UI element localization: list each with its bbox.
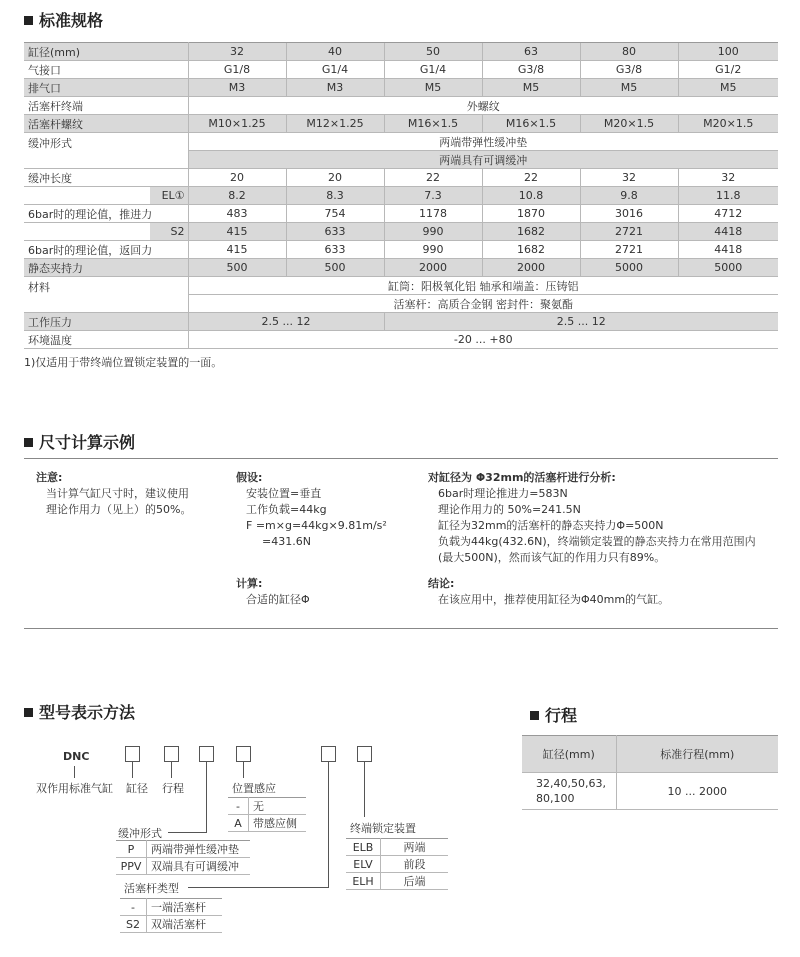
model-title: 型号表示方法 <box>39 703 136 722</box>
cell: 22 <box>482 169 580 187</box>
cell: M5 <box>580 79 678 97</box>
cell: 8.2 <box>188 187 286 205</box>
square-bullet-icon <box>530 711 539 720</box>
divider <box>24 458 778 459</box>
analysis-line: 缸径为32mm的活塞杆的静态夹持力Φ=500N <box>438 519 664 532</box>
cell: M16×1.5 <box>384 115 482 133</box>
option-desc: 前段 <box>381 856 449 873</box>
calc-compute <box>236 576 310 608</box>
cell: 1682 <box>482 241 580 259</box>
assume-line: 安装位置=垂直 <box>246 487 322 500</box>
cell: 2000 <box>384 259 482 277</box>
cell: 缸筒：阳极氧化铝 轴承和端盖：压铸铝 <box>188 277 778 295</box>
cell: G1/4 <box>384 61 482 79</box>
connector-line <box>243 762 244 778</box>
cell: 10.8 <box>482 187 580 205</box>
calc-assume <box>236 470 387 550</box>
option-row <box>120 899 222 916</box>
cell: M10×1.25 <box>188 115 286 133</box>
cushion-options <box>116 840 250 875</box>
label-return: 6bar时的理论值，返回力 <box>24 241 188 259</box>
label-pressure: 工作压力 <box>24 313 188 331</box>
option-code: ELH <box>346 873 381 890</box>
cell: 4418 <box>678 223 778 241</box>
cell: -20 ... +80 <box>188 331 778 349</box>
cell-blank <box>24 223 150 241</box>
cell: 32 <box>188 43 286 61</box>
note-line: 当计算气缸尺寸时，建议使用 <box>46 487 189 500</box>
cell: G1/8 <box>188 61 286 79</box>
option-desc: 两端带弹性缓冲垫 <box>147 841 251 858</box>
cell: M3 <box>188 79 286 97</box>
cell: G1/4 <box>286 61 384 79</box>
cell: 8.3 <box>286 187 384 205</box>
code-box-lock <box>357 746 372 762</box>
option-row <box>228 798 306 815</box>
cell: 9.8 <box>580 187 678 205</box>
row-cushion-length <box>24 169 778 187</box>
row-el <box>24 187 778 205</box>
label-temp: 环境温度 <box>24 331 188 349</box>
note-title: 注意: <box>36 471 63 484</box>
cell: 1682 <box>482 223 580 241</box>
cell: 990 <box>384 241 482 259</box>
analysis-line: 6bar时理论推进力=583N <box>438 487 568 500</box>
label-lock: 终端锁定装置 <box>350 822 416 835</box>
code-box-cushion <box>199 746 214 762</box>
cell: 1178 <box>384 205 482 223</box>
cell: 活塞杆：高质合金钢 密封件：聚氨酯 <box>188 295 778 313</box>
connector-line <box>364 762 365 817</box>
label-el: EL① <box>150 187 188 205</box>
calc-result <box>428 576 669 608</box>
cell: 两端带弹性缓冲垫 <box>188 133 778 151</box>
option-row <box>120 916 222 933</box>
cell: 4712 <box>678 205 778 223</box>
label-rod-end: 活塞杆终端 <box>24 97 188 115</box>
cell: 633 <box>286 241 384 259</box>
row-port <box>24 61 778 79</box>
sensing-options <box>228 797 306 832</box>
option-row <box>346 839 448 856</box>
code-box-sensing <box>236 746 251 762</box>
cell: 2721 <box>580 223 678 241</box>
cell: 50 <box>384 43 482 61</box>
label-push: 6bar时的理论值，推进力 <box>24 205 188 223</box>
cell: 500 <box>286 259 384 277</box>
label-rod-thread: 活塞杆螺纹 <box>24 115 188 133</box>
connector-line <box>171 762 172 778</box>
row-exhaust <box>24 79 778 97</box>
analysis-title: 对缸径为 Φ32mm的活塞杆进行分析: <box>428 471 616 484</box>
cell: 22 <box>384 169 482 187</box>
connector-line <box>168 832 207 833</box>
cell: 40 <box>286 43 384 61</box>
square-bullet-icon <box>24 438 33 447</box>
result-title: 结论: <box>428 577 455 590</box>
assume-line: 工作负载=44kg <box>246 503 327 516</box>
option-desc: 双端活塞杆 <box>147 916 223 933</box>
stroke-bores <box>522 773 616 810</box>
option-code: S2 <box>120 916 147 933</box>
label-bore: 缸径 <box>126 782 148 795</box>
cell: G3/8 <box>580 61 678 79</box>
cell: 633 <box>286 223 384 241</box>
option-desc: 双端具有可调缓冲 <box>147 858 251 875</box>
option-desc: 带感应侧 <box>249 815 307 832</box>
connector-line <box>206 762 207 832</box>
row-rod-thread <box>24 115 778 133</box>
connector-line <box>328 762 329 887</box>
cell: 990 <box>384 223 482 241</box>
option-desc: 无 <box>249 798 307 815</box>
option-row <box>116 841 250 858</box>
label-cushion: 缓冲形式 <box>24 133 188 169</box>
cell: 1870 <box>482 205 580 223</box>
cell: 754 <box>286 205 384 223</box>
spec-title: 标准规格 <box>39 11 104 30</box>
spec-heading <box>24 8 103 31</box>
label-sensing: 位置感应 <box>232 782 276 795</box>
cell: 20 <box>188 169 286 187</box>
assume-line: =431.6N <box>262 535 311 548</box>
label-bore: 缸径(mm) <box>24 43 188 61</box>
cell: 483 <box>188 205 286 223</box>
label-stroke: 行程 <box>162 782 184 795</box>
label-rod: 活塞杆类型 <box>124 882 179 895</box>
stroke-header-row <box>522 736 778 773</box>
cell: 5000 <box>580 259 678 277</box>
row-pressure <box>24 313 778 331</box>
rod-options <box>120 898 222 933</box>
option-code: A <box>228 815 249 832</box>
row-bore <box>24 43 778 61</box>
note-line: 理论作用力（见上）的50%。 <box>46 503 192 516</box>
option-desc: 后端 <box>381 873 449 890</box>
option-desc: 一端活塞杆 <box>147 899 223 916</box>
spec-footnote: 1)仅适用于带终端位置锁定装置的一面。 <box>24 356 223 369</box>
calc-note <box>36 470 191 518</box>
label-s2: S2 <box>150 223 188 241</box>
cell: 11.8 <box>678 187 778 205</box>
stroke-bores-line: 80,100 <box>536 792 575 805</box>
cell: 两端具有可调缓冲 <box>188 151 778 169</box>
stroke-range-value: 10 ... 2000 <box>616 773 778 810</box>
stroke-title: 行程 <box>545 706 578 725</box>
label-exhaust: 排气口 <box>24 79 188 97</box>
connector-line <box>188 887 329 888</box>
spec-table <box>24 42 778 349</box>
label-cushion: 缓冲形式 <box>118 827 162 840</box>
cell: M12×1.25 <box>286 115 384 133</box>
cell: 415 <box>188 223 286 241</box>
calc-title: 尺寸计算示例 <box>39 433 136 452</box>
row-cushion-1 <box>24 133 778 151</box>
cell: M5 <box>482 79 580 97</box>
model-code-desc: 双作用标准气缸 <box>36 782 113 795</box>
code-box-bore <box>125 746 140 762</box>
cell: 2.5 ... 12 <box>188 313 384 331</box>
compute-title: 计算: <box>236 577 263 590</box>
option-desc: 两端 <box>381 839 449 856</box>
row-return <box>24 241 778 259</box>
square-bullet-icon <box>24 16 33 25</box>
option-code: ELB <box>346 839 381 856</box>
option-row <box>346 856 448 873</box>
cell: G1/2 <box>678 61 778 79</box>
cell: M20×1.5 <box>678 115 778 133</box>
stroke-table <box>522 735 778 810</box>
option-row <box>346 873 448 890</box>
assume-title: 假设: <box>236 471 263 484</box>
cell: M20×1.5 <box>580 115 678 133</box>
row-push <box>24 205 778 223</box>
analysis-line: 负载为44kg(432.6N)，终端锁定装置的静态夹持力在常用范围内 <box>438 535 756 548</box>
assume-line: F =m×g=44kg×9.81m/s² <box>246 519 387 532</box>
cell: 5000 <box>678 259 778 277</box>
analysis-line: 理论作用力的 50%=241.5N <box>438 503 581 516</box>
row-material-1 <box>24 277 778 295</box>
cell: 3016 <box>580 205 678 223</box>
lock-options <box>346 838 448 890</box>
analysis-line: (最大500N)，然而该气缸的作用力只有89%。 <box>438 551 666 564</box>
stroke-bores-line: 32,40,50,63, <box>536 777 606 790</box>
cell: 2.5 ... 12 <box>384 313 778 331</box>
label-material: 材料 <box>24 277 188 313</box>
row-s2 <box>24 223 778 241</box>
option-code: - <box>228 798 249 815</box>
code-box-stroke <box>164 746 179 762</box>
cell: 32 <box>580 169 678 187</box>
option-code: ELV <box>346 856 381 873</box>
connector-line <box>74 766 75 778</box>
label-cushion-length: 缓冲长度 <box>24 169 188 187</box>
cell: 外螺纹 <box>188 97 778 115</box>
row-hold <box>24 259 778 277</box>
stroke-col-bore: 缸径(mm) <box>522 736 616 773</box>
option-code: - <box>120 899 147 916</box>
option-row <box>116 858 250 875</box>
option-code: PPV <box>116 858 147 875</box>
cell: M16×1.5 <box>482 115 580 133</box>
compute-line: 合适的缸径Φ <box>246 593 310 606</box>
label-port: 气接口 <box>24 61 188 79</box>
cell: 415 <box>188 241 286 259</box>
cell: 100 <box>678 43 778 61</box>
divider <box>24 628 778 629</box>
row-temp <box>24 331 778 349</box>
option-code: P <box>116 841 147 858</box>
row-rod-end <box>24 97 778 115</box>
cell: 20 <box>286 169 384 187</box>
cell: M3 <box>286 79 384 97</box>
cell: 2000 <box>482 259 580 277</box>
cell-blank <box>24 187 150 205</box>
stroke-col-range: 标准行程(mm) <box>616 736 778 773</box>
cell: 32 <box>678 169 778 187</box>
cell: 7.3 <box>384 187 482 205</box>
code-box-rod <box>321 746 336 762</box>
cell: 63 <box>482 43 580 61</box>
label-hold: 静态夹持力 <box>24 259 188 277</box>
cell: 80 <box>580 43 678 61</box>
cell: M5 <box>678 79 778 97</box>
model-code: DNC <box>63 750 90 763</box>
cell: M5 <box>384 79 482 97</box>
model-heading <box>24 700 135 723</box>
calc-analysis <box>428 470 756 566</box>
calc-heading <box>24 430 135 453</box>
cell: G3/8 <box>482 61 580 79</box>
connector-line <box>132 762 133 778</box>
cell: 4418 <box>678 241 778 259</box>
stroke-heading <box>530 703 577 726</box>
stroke-row <box>522 773 778 810</box>
square-bullet-icon <box>24 708 33 717</box>
cell: 500 <box>188 259 286 277</box>
option-row <box>228 815 306 832</box>
cell: 2721 <box>580 241 678 259</box>
result-line: 在该应用中，推荐使用缸径为Φ40mm的气缸。 <box>438 593 670 606</box>
